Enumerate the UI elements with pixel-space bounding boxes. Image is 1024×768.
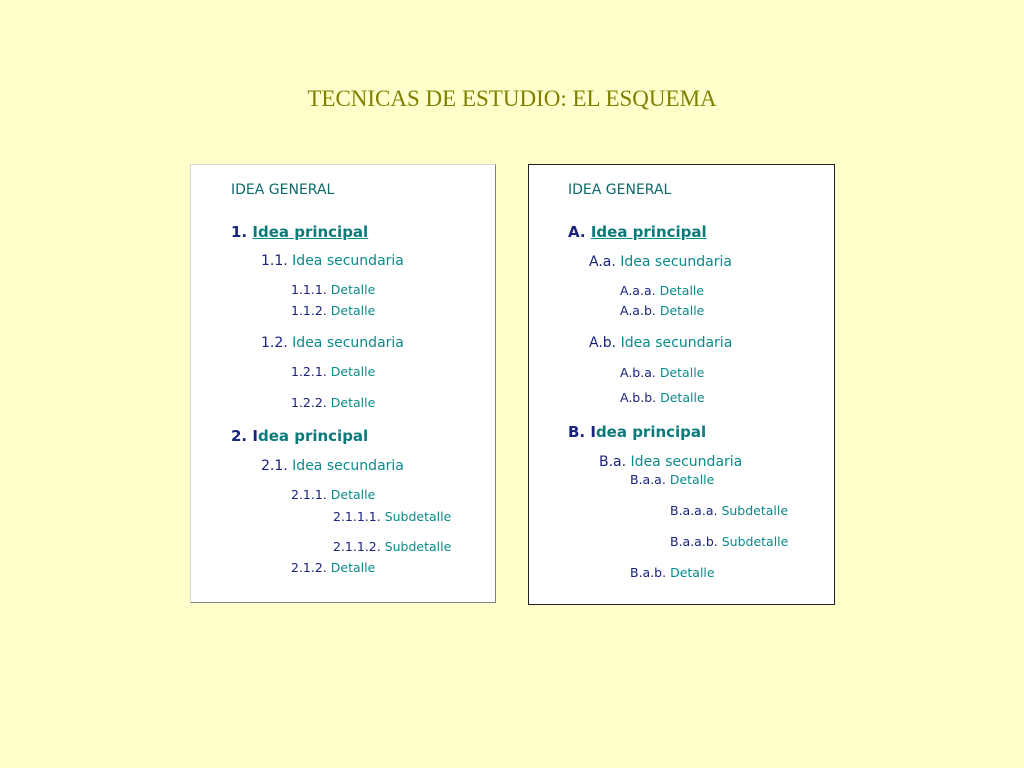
outline-item: 2.1.2. Detalle <box>291 560 376 575</box>
outline-item: B.a.a.b. Subdetalle <box>670 534 789 549</box>
outline-item: B.a.a. Detalle <box>630 472 715 487</box>
outline-item: 2.1.1.1. Subdetalle <box>333 509 452 524</box>
outline-item: B.a.b. Detalle <box>630 565 715 580</box>
outline-item: B. Idea principal <box>568 423 707 441</box>
outline-item: 2. Idea principal <box>231 427 369 445</box>
outline-item: 1.1.1. Detalle <box>291 282 376 297</box>
general-idea-heading: IDEA GENERAL <box>231 182 335 198</box>
outline-item: 1.2.2. Detalle <box>291 395 376 410</box>
outline-item: A.a. Idea secundaria <box>589 254 732 270</box>
outline-item: A.b. Idea secundaria <box>589 335 733 351</box>
outline-item: A. Idea principal <box>568 223 707 241</box>
general-idea-heading: IDEA GENERAL <box>568 182 672 198</box>
outline-item: 2.1.1.2. Subdetalle <box>333 539 452 554</box>
outline-item: A.b.b. Detalle <box>620 390 705 405</box>
outline-item: B.a.a.a. Subdetalle <box>670 503 789 518</box>
outline-item: A.b.a. Detalle <box>620 365 705 380</box>
outline-item: 2.1. Idea secundaria <box>261 458 404 474</box>
outline-item: A.a.b. Detalle <box>620 303 705 318</box>
numeric-outline-panel <box>190 164 496 603</box>
outline-item: 1. Idea principal <box>231 223 369 241</box>
alphabetic-outline-panel <box>528 164 835 605</box>
outline-item: 1.2. Idea secundaria <box>261 335 404 351</box>
slide-title: TECNICAS DE ESTUDIO: EL ESQUEMA <box>307 86 717 111</box>
outline-item: 2.1.1. Detalle <box>291 487 376 502</box>
outline-item: 1.1.2. Detalle <box>291 303 376 318</box>
outline-item: 1.1. Idea secundaria <box>261 253 404 269</box>
outline-item: A.a.a. Detalle <box>620 283 705 298</box>
outline-item: 1.2.1. Detalle <box>291 364 376 379</box>
outline-item: B.a. Idea secundaria <box>599 454 743 470</box>
